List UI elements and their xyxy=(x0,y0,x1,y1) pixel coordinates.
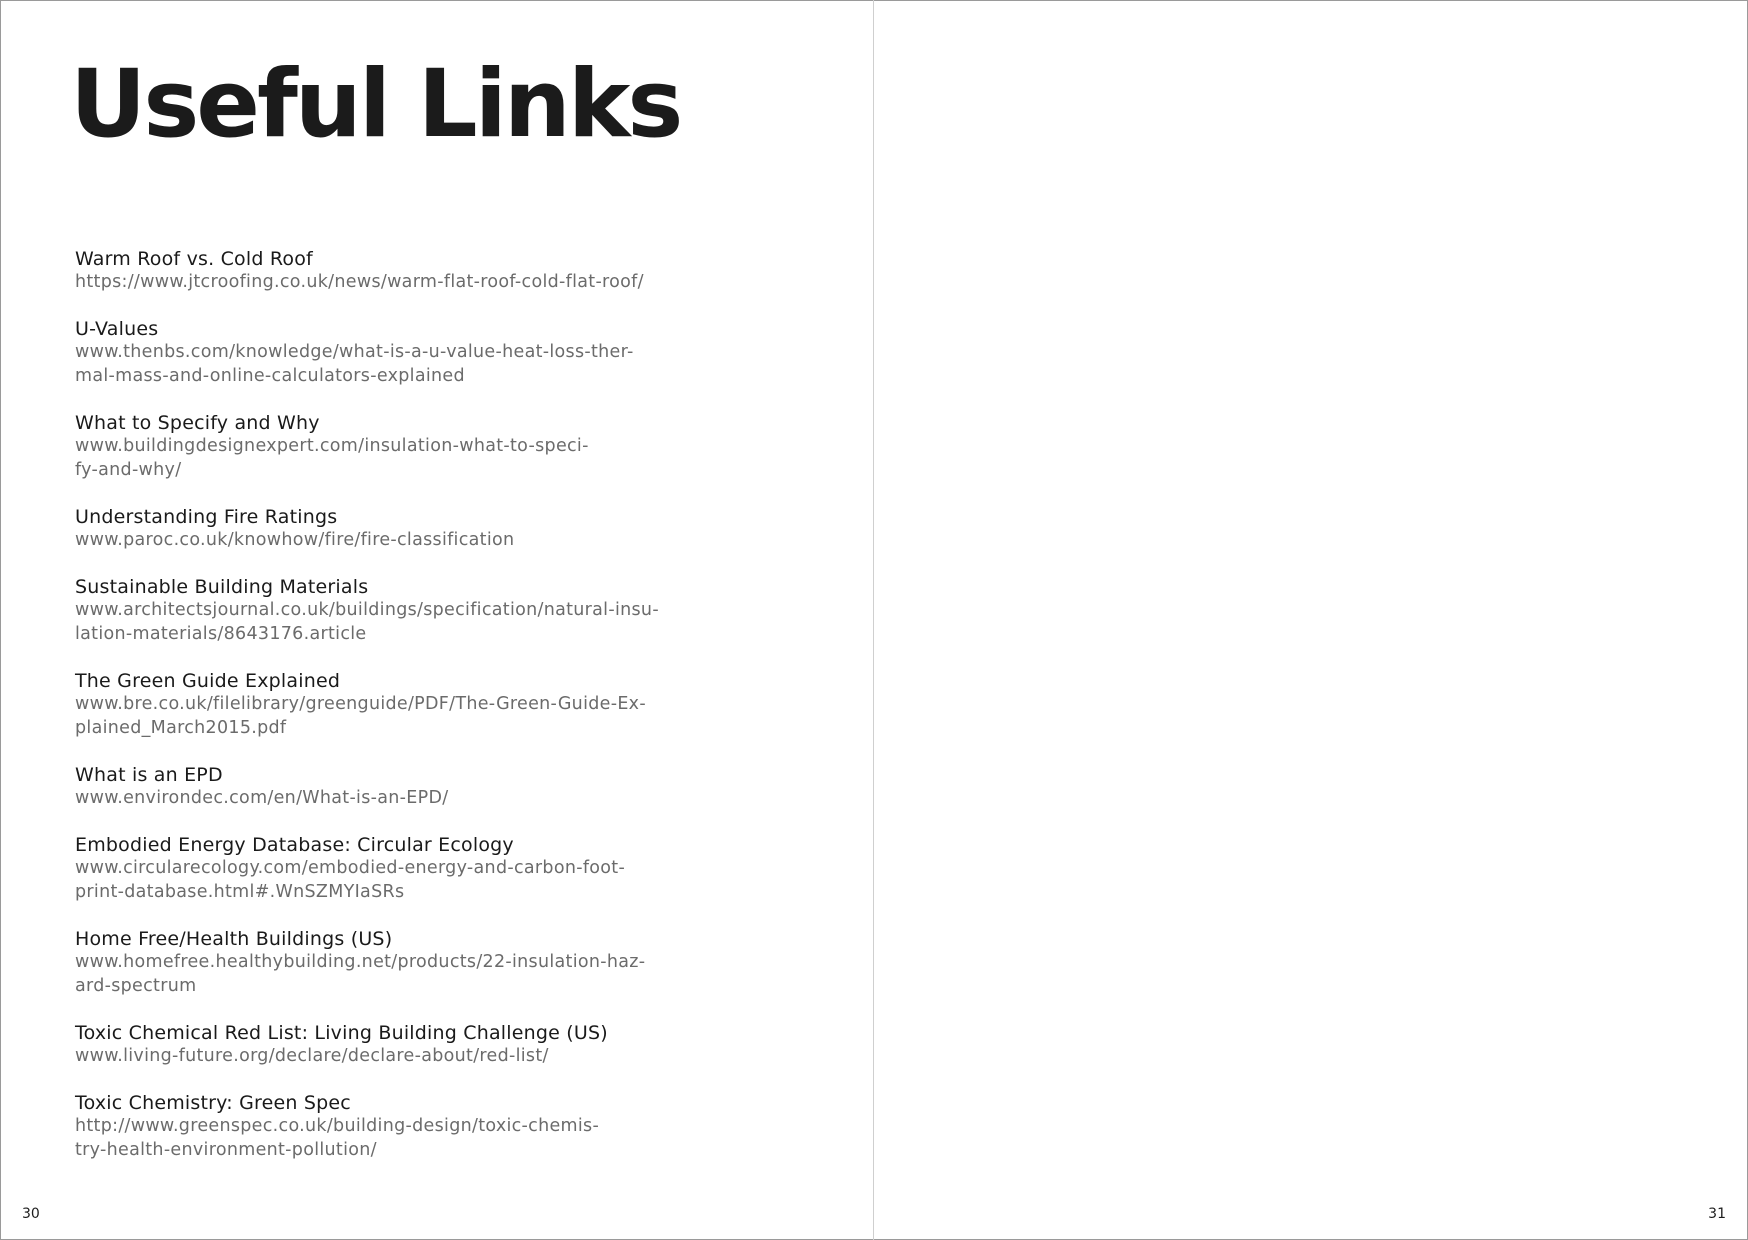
link-entry xyxy=(75,834,805,904)
link-title: Toxic Chemistry: Green Spec xyxy=(75,1092,351,1114)
link-url[interactable]: mal-mass-and-online-calculators-explained xyxy=(75,366,465,386)
link-entry xyxy=(75,1022,805,1068)
link-url[interactable]: www.buildingdesignexpert.com/insulation-what-to-speci- xyxy=(75,436,589,456)
link-entry xyxy=(75,670,805,740)
link-title: The Green Guide Explained xyxy=(75,670,341,692)
link-url[interactable]: http://www.greenspec.co.uk/building-design/toxic-chemis- xyxy=(75,1116,600,1136)
link-url[interactable]: lation-materials/8643176.article xyxy=(75,624,367,644)
useful-links-list xyxy=(75,248,805,1186)
page-number-right: 31 xyxy=(1708,1206,1726,1222)
link-entry xyxy=(75,928,805,998)
link-entry xyxy=(75,576,805,646)
link-entry xyxy=(75,318,805,388)
link-title: Home Free/Health Buildings (US) xyxy=(75,928,393,950)
link-title: U-Values xyxy=(75,318,159,340)
link-title: Warm Roof vs. Cold Roof xyxy=(75,248,313,270)
link-url[interactable]: fy-and-why/ xyxy=(75,460,182,480)
link-url[interactable]: www.paroc.co.uk/knowhow/fire/fire-classification xyxy=(75,530,515,550)
link-entry xyxy=(75,412,805,482)
link-title: Toxic Chemical Red List: Living Building Challenge (US) xyxy=(75,1022,608,1044)
link-entry xyxy=(75,248,805,294)
link-title: Embodied Energy Database: Circular Ecology xyxy=(75,834,514,856)
link-title: What is an EPD xyxy=(75,764,223,786)
link-url[interactable]: www.thenbs.com/knowledge/what-is-a-u-value-heat-loss-ther- xyxy=(75,342,634,362)
link-title: Understanding Fire Ratings xyxy=(75,506,338,528)
right-page xyxy=(874,0,1748,1240)
link-url[interactable]: print-database.html#.WnSZMYIaSRs xyxy=(75,882,405,902)
link-entry xyxy=(75,506,805,552)
page-title: Useful Links xyxy=(70,50,681,159)
link-url[interactable]: https://www.jtcroofing.co.uk/news/warm-flat-roof-cold-flat-roof/ xyxy=(75,272,644,292)
link-url[interactable]: plained_March2015.pdf xyxy=(75,718,287,738)
link-entry xyxy=(75,764,805,810)
link-url[interactable]: www.bre.co.uk/filelibrary/greenguide/PDF/The-Green-Guide-Ex- xyxy=(75,694,646,714)
page-number-left: 30 xyxy=(22,1206,40,1222)
link-title: Sustainable Building Materials xyxy=(75,576,369,598)
left-page xyxy=(0,0,873,1240)
link-url[interactable]: www.environdec.com/en/What-is-an-EPD/ xyxy=(75,788,449,808)
link-url[interactable]: www.living-future.org/declare/declare-about/red-list/ xyxy=(75,1046,549,1066)
link-url[interactable]: try-health-environment-pollution/ xyxy=(75,1140,377,1160)
link-url[interactable]: ard-spectrum xyxy=(75,976,197,996)
link-url[interactable]: www.circularecology.com/embodied-energy-and-carbon-foot- xyxy=(75,858,626,878)
link-title: What to Specify and Why xyxy=(75,412,320,434)
link-url[interactable]: www.architectsjournal.co.uk/buildings/specification/natural-insu- xyxy=(75,600,659,620)
link-entry xyxy=(75,1092,805,1162)
link-url[interactable]: www.homefree.healthybuilding.net/products/22-insulation-haz- xyxy=(75,952,646,972)
